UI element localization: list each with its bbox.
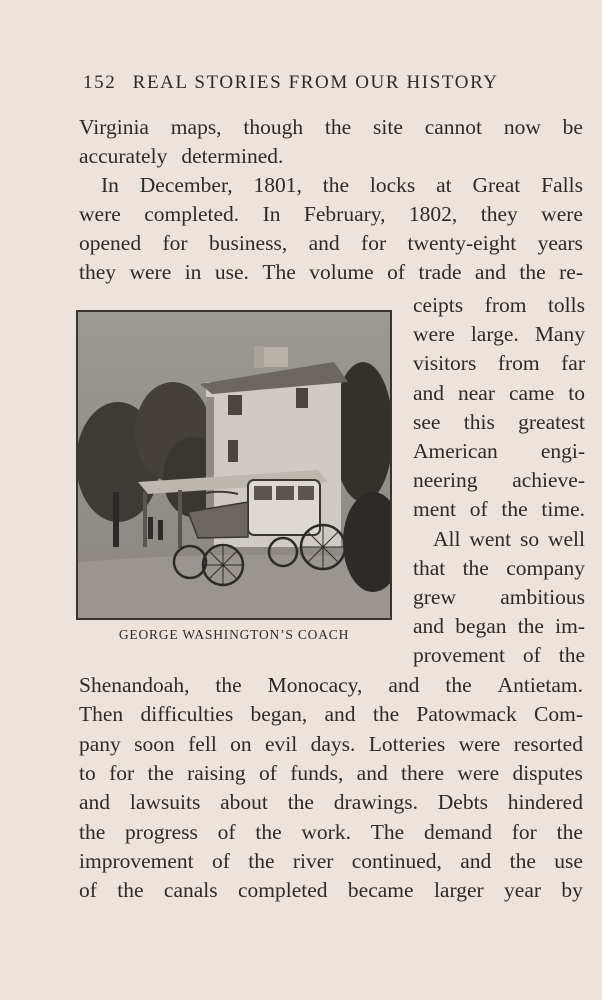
text-line: grew ambitious <box>413 585 585 609</box>
text-line: Virginia maps, though the site cannot now be <box>79 115 583 139</box>
text-line: American engi- <box>413 439 585 463</box>
text-line: visitors from far <box>413 351 585 376</box>
text-line: Then difficulties began, and the Patowmack Com- <box>79 702 583 727</box>
text-line: pany soon fell on evil days. Lotteries were resorted <box>79 731 583 756</box>
text-line: accurately determined. <box>79 144 284 168</box>
text-line: neering achieve- <box>413 468 585 493</box>
text-line: they were in use. The volume of trade and the re- <box>79 260 583 284</box>
text-line: were completed. In February, 1802, they were <box>79 202 583 226</box>
text-line: and lawsuits about the drawings. Debts hindered <box>79 790 583 815</box>
text-line: ment of the time. <box>413 497 585 522</box>
running-header <box>83 72 553 94</box>
text-line: provement of the <box>413 643 585 668</box>
text-line: and near came to <box>413 380 585 405</box>
text-line: Shenandoah, the Monocacy, and the Antietam. <box>79 673 583 697</box>
text-line: to for the raising of funds, and there were disputes <box>79 760 583 785</box>
page-number: 152 <box>83 72 117 93</box>
text-line: were large. Many <box>413 322 585 347</box>
text-line: In December, 1801, the locks at Great Falls <box>101 173 583 197</box>
text-line: and began the im- <box>413 614 585 639</box>
text-line: ceipts from tolls <box>413 293 585 317</box>
text-line: the progress of the work. The demand for the <box>79 819 583 844</box>
coach-illustration <box>78 312 390 618</box>
running-title: REAL STORIES FROM OUR HISTORY <box>132 72 499 93</box>
coach-photograph <box>76 310 392 620</box>
text-line: see this greatest <box>413 409 585 434</box>
text-line: that the company <box>413 555 585 580</box>
text-line: of the canals completed became larger year by <box>79 878 583 903</box>
text-line: improvement of the river continued, and the use <box>79 848 583 873</box>
text-line: opened for business, and for twenty-eight years <box>79 231 583 255</box>
figure-caption: GEORGE WASHINGTON’S COACH <box>118 627 350 642</box>
text-line: All went so well <box>433 526 585 551</box>
